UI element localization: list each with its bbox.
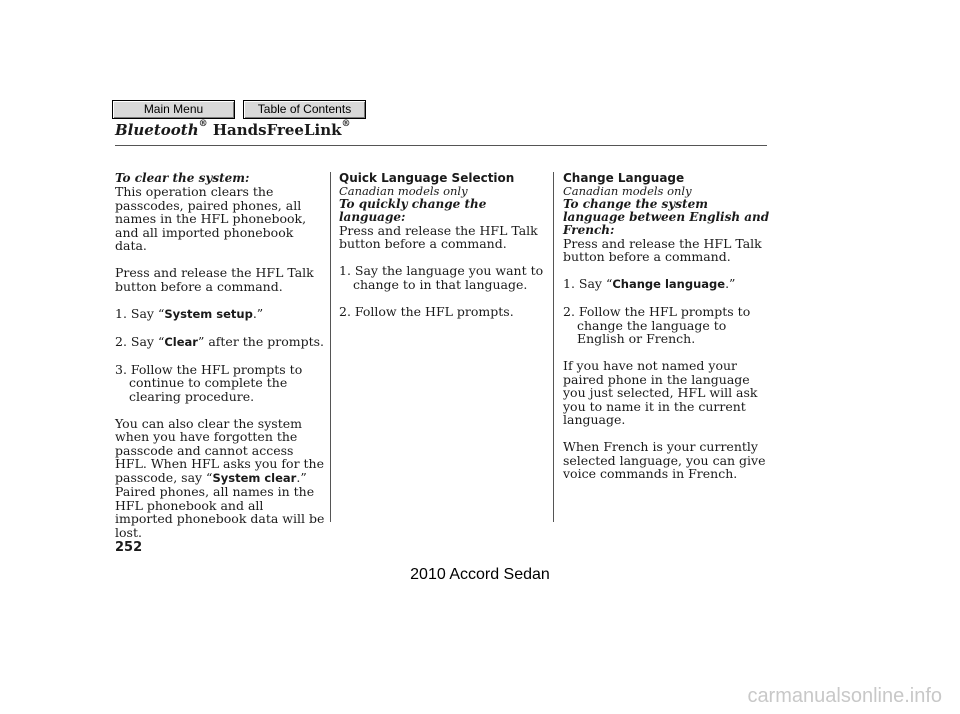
section-header bbox=[115, 121, 351, 139]
step-1 bbox=[115, 307, 325, 322]
forgotten-passcode-pre: You can also clear the system when you have forgotten the passcode and cannot access HFL. When HFL asks you for the passcode, say “ bbox=[115, 415, 325, 485]
change-language-subtitle: To change the system language between English and French: bbox=[563, 196, 770, 237]
clear-system-intro: This operation clears the passcodes, paired phones, all names in the HFL phonebook, and all imported phonebook data. bbox=[115, 184, 307, 253]
main-menu-button[interactable]: Main Menu bbox=[112, 100, 235, 119]
table-of-contents-button[interactable]: Table of Contents bbox=[243, 100, 366, 119]
talk-button-instruction: Press and release the HFL Talk button before a command. bbox=[563, 235, 762, 264]
talk-button-instruction: Press and release the HFL Talk button before a command. bbox=[339, 222, 538, 251]
column-clear-system bbox=[115, 172, 325, 539]
french-voice-commands-paragraph: When French is your currently selected language, you can give voice commands in French. bbox=[563, 439, 766, 481]
step-1-post: .” bbox=[252, 305, 264, 321]
command-system-clear: System clear bbox=[212, 470, 297, 485]
step-1: 1. Say the language you want to change to in that language. bbox=[339, 263, 544, 292]
forgotten-passcode-post: .” Paired phones, all names in the HFL phonebook and all imported phonebook data will be lost. bbox=[115, 469, 325, 540]
step-3: 3. Follow the HFL prompts to continue to complete the clearing procedure. bbox=[115, 361, 303, 404]
model-label: 2010 Accord Sedan bbox=[410, 566, 550, 583]
header-bluetooth: Bluetooth bbox=[115, 121, 199, 139]
step-1-pre: 1. Say “ bbox=[115, 305, 165, 321]
header-reg-mark: ® bbox=[198, 119, 208, 129]
command-clear: Clear bbox=[164, 334, 198, 349]
step-1-pre: 1. Say “ bbox=[563, 276, 613, 291]
canadian-models-note: Canadian models only bbox=[339, 184, 468, 198]
step-2 bbox=[115, 335, 325, 350]
canadian-models-note: Canadian models only bbox=[563, 184, 692, 198]
column-divider bbox=[330, 172, 331, 522]
header-reg-mark-2: ® bbox=[341, 119, 351, 129]
step-2-post: ” after the prompts. bbox=[197, 333, 324, 349]
step-1 bbox=[563, 277, 773, 292]
step-1-post: .” bbox=[725, 276, 736, 291]
page-number: 252 bbox=[115, 540, 143, 555]
clear-system-subtitle: To clear the system: bbox=[115, 171, 250, 185]
quick-language-title: Quick Language Selection bbox=[339, 171, 515, 185]
forgotten-passcode-paragraph bbox=[115, 417, 325, 540]
step-2: 2. Follow the HFL prompts. bbox=[339, 303, 514, 319]
column-divider bbox=[553, 172, 554, 522]
column-change-language bbox=[563, 172, 773, 481]
watermark: carmanualsonline.info bbox=[747, 685, 942, 707]
step-2-pre: 2. Say “ bbox=[115, 333, 165, 349]
unnamed-phone-paragraph: If you have not named your paired phone in the language you just selected, HFL will ask you to name it in the current language. bbox=[563, 358, 758, 427]
step-2: 2. Follow the HFL prompts to change the language to English or French. bbox=[563, 304, 751, 346]
command-change-language: Change language bbox=[612, 277, 726, 291]
column-quick-language bbox=[339, 172, 544, 318]
change-language-title: Change Language bbox=[563, 171, 685, 185]
header-rule bbox=[115, 145, 767, 146]
header-handsfreelink: HandsFreeLink bbox=[212, 121, 342, 139]
quick-language-subtitle: To quickly change the language: bbox=[339, 196, 487, 224]
command-system-setup: System setup bbox=[164, 306, 253, 321]
talk-button-instruction: Press and release the HFL Talk button before a command. bbox=[115, 265, 314, 294]
